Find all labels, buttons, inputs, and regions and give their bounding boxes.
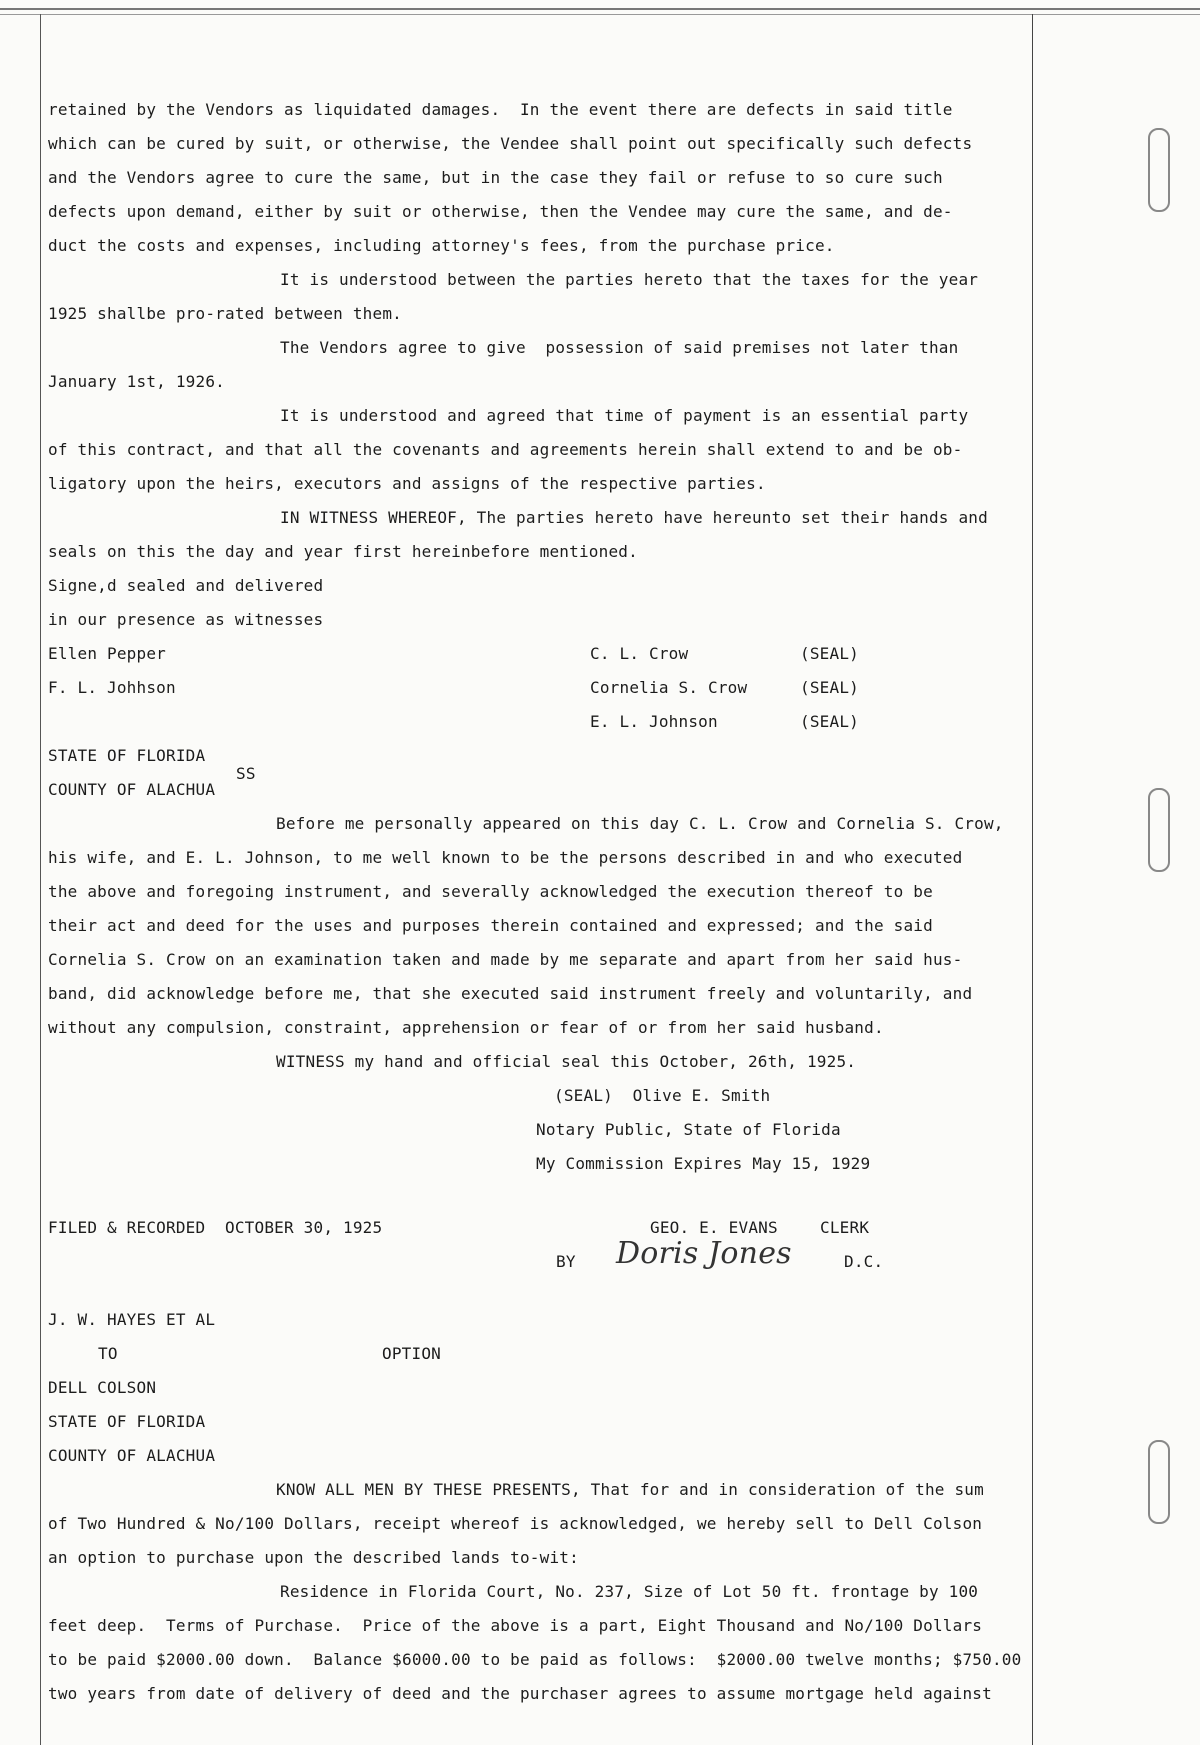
text-line: the above and foregoing instrument, and severally acknowledged the execution thereof to be bbox=[48, 882, 933, 901]
binder-hole bbox=[1148, 128, 1170, 212]
seal-mark: (SEAL) bbox=[800, 712, 859, 731]
text-line: their act and deed for the uses and purposes therein contained and expressed; and the said bbox=[48, 916, 933, 935]
witness-name: Ellen Pepper bbox=[48, 644, 166, 663]
text-line: It is understood between the parties hereto that the taxes for the year bbox=[280, 270, 979, 289]
text-line: Residence in Florida Court, No. 237, Size of Lot 50 ft. frontage by 100 bbox=[280, 1582, 979, 1601]
venue-ss: SS bbox=[236, 764, 256, 783]
text-line: Signe,d sealed and delivered bbox=[48, 576, 324, 595]
text-line: ligatory upon the heirs, executors and assigns of the respective parties. bbox=[48, 474, 766, 493]
clerk-title: CLERK bbox=[820, 1218, 870, 1237]
text-line: without any compulsion, constraint, apprehension or fear of or from her said husband. bbox=[48, 1018, 884, 1037]
venue-state: STATE OF FLORIDA bbox=[48, 746, 206, 765]
text-line: WITNESS my hand and official seal this October, 26th, 1925. bbox=[276, 1052, 857, 1071]
text-line: in our presence as witnesses bbox=[48, 610, 324, 629]
deputy-signature: Doris Jones bbox=[616, 1236, 792, 1271]
text-line: seals on this the day and year first hereinbefore mentioned. bbox=[48, 542, 638, 561]
text-line: to be paid $2000.00 down. Balance $6000.00 to be paid as follows: $2000.00 twelve months; $750.00 bbox=[48, 1650, 1022, 1669]
text-line: Before me personally appeared on this day C. L. Crow and Cornelia S. Crow, bbox=[276, 814, 1004, 833]
text-line: It is understood and agreed that time of payment is an essential party bbox=[280, 406, 969, 425]
top-rule bbox=[0, 8, 1200, 15]
seal-mark: (SEAL) bbox=[800, 644, 859, 663]
text-line: 1925 shallbe pro-rated between them. bbox=[48, 304, 402, 323]
right-margin-line bbox=[1032, 14, 1033, 1745]
filed-recorded: FILED & RECORDED OCTOBER 30, 1925 bbox=[48, 1218, 383, 1237]
option-grantor: J. W. HAYES ET AL bbox=[48, 1310, 216, 1329]
text-line: and the Vendors agree to cure the same, but in the case they fail or refuse to so cure such bbox=[48, 168, 943, 187]
venue-county: COUNTY OF ALACHUA bbox=[48, 780, 216, 799]
signer-name: C. L. Crow bbox=[590, 644, 689, 663]
text-line: feet deep. Terms of Purchase. Price of the above is a part, Eight Thousand and No/100 Dollars bbox=[48, 1616, 983, 1635]
option-to: TO bbox=[98, 1344, 118, 1363]
text-line: KNOW ALL MEN BY THESE PRESENTS, That for and in consideration of the sum bbox=[276, 1480, 984, 1499]
left-margin-line bbox=[40, 14, 41, 1745]
text-line: The Vendors agree to give possession of said premises not later than bbox=[280, 338, 959, 357]
text-line: duct the costs and expenses, including attorney's fees, from the purchase price. bbox=[48, 236, 835, 255]
option-grantee: DELL COLSON bbox=[48, 1378, 157, 1397]
binder-hole bbox=[1148, 788, 1170, 872]
text-line: of Two Hundred & No/100 Dollars, receipt whereof is acknowledged, we hereby sell to Dell Colson bbox=[48, 1514, 983, 1533]
text-line: his wife, and E. L. Johnson, to me well known to be the persons described in and who executed bbox=[48, 848, 963, 867]
text-line: January 1st, 1926. bbox=[48, 372, 225, 391]
signer-name: E. L. Johnson bbox=[590, 712, 718, 731]
text-line: IN WITNESS WHEREOF, The parties hereto have hereunto set their hands and bbox=[280, 508, 988, 527]
seal-mark: (SEAL) bbox=[800, 678, 859, 697]
by-label: BY bbox=[556, 1252, 576, 1271]
text-line: Cornelia S. Crow on an examination taken and made by me separate and apart from her said hus- bbox=[48, 950, 963, 969]
text-line: of this contract, and that all the covenants and agreements herein shall extend to and be ob- bbox=[48, 440, 963, 459]
option-state: STATE OF FLORIDA bbox=[48, 1412, 206, 1431]
option-county: COUNTY OF ALACHUA bbox=[48, 1446, 216, 1465]
notary-line: (SEAL) Olive E. Smith bbox=[554, 1086, 771, 1105]
text-line: two years from date of delivery of deed and the purchaser agrees to assume mortgage held against bbox=[48, 1684, 992, 1703]
notary-line: My Commission Expires May 15, 1929 bbox=[536, 1154, 871, 1173]
dc-label: D.C. bbox=[844, 1252, 884, 1271]
clerk-name: GEO. E. EVANS bbox=[650, 1218, 778, 1237]
signer-name: Cornelia S. Crow bbox=[590, 678, 748, 697]
witness-name: F. L. Johhson bbox=[48, 678, 176, 697]
notary-line: Notary Public, State of Florida bbox=[536, 1120, 841, 1139]
text-line: which can be cured by suit, or otherwise, the Vendee shall point out specifically such defects bbox=[48, 134, 973, 153]
text-line: defects upon demand, either by suit or otherwise, then the Vendee may cure the same, and de- bbox=[48, 202, 953, 221]
text-line: retained by the Vendors as liquidated damages. In the event there are defects in said title bbox=[48, 100, 953, 119]
text-line: an option to purchase upon the described lands to-wit: bbox=[48, 1548, 579, 1567]
option-title: OPTION bbox=[382, 1344, 441, 1363]
binder-hole bbox=[1148, 1440, 1170, 1524]
text-line: band, did acknowledge before me, that she executed said instrument freely and voluntarily, and bbox=[48, 984, 973, 1003]
